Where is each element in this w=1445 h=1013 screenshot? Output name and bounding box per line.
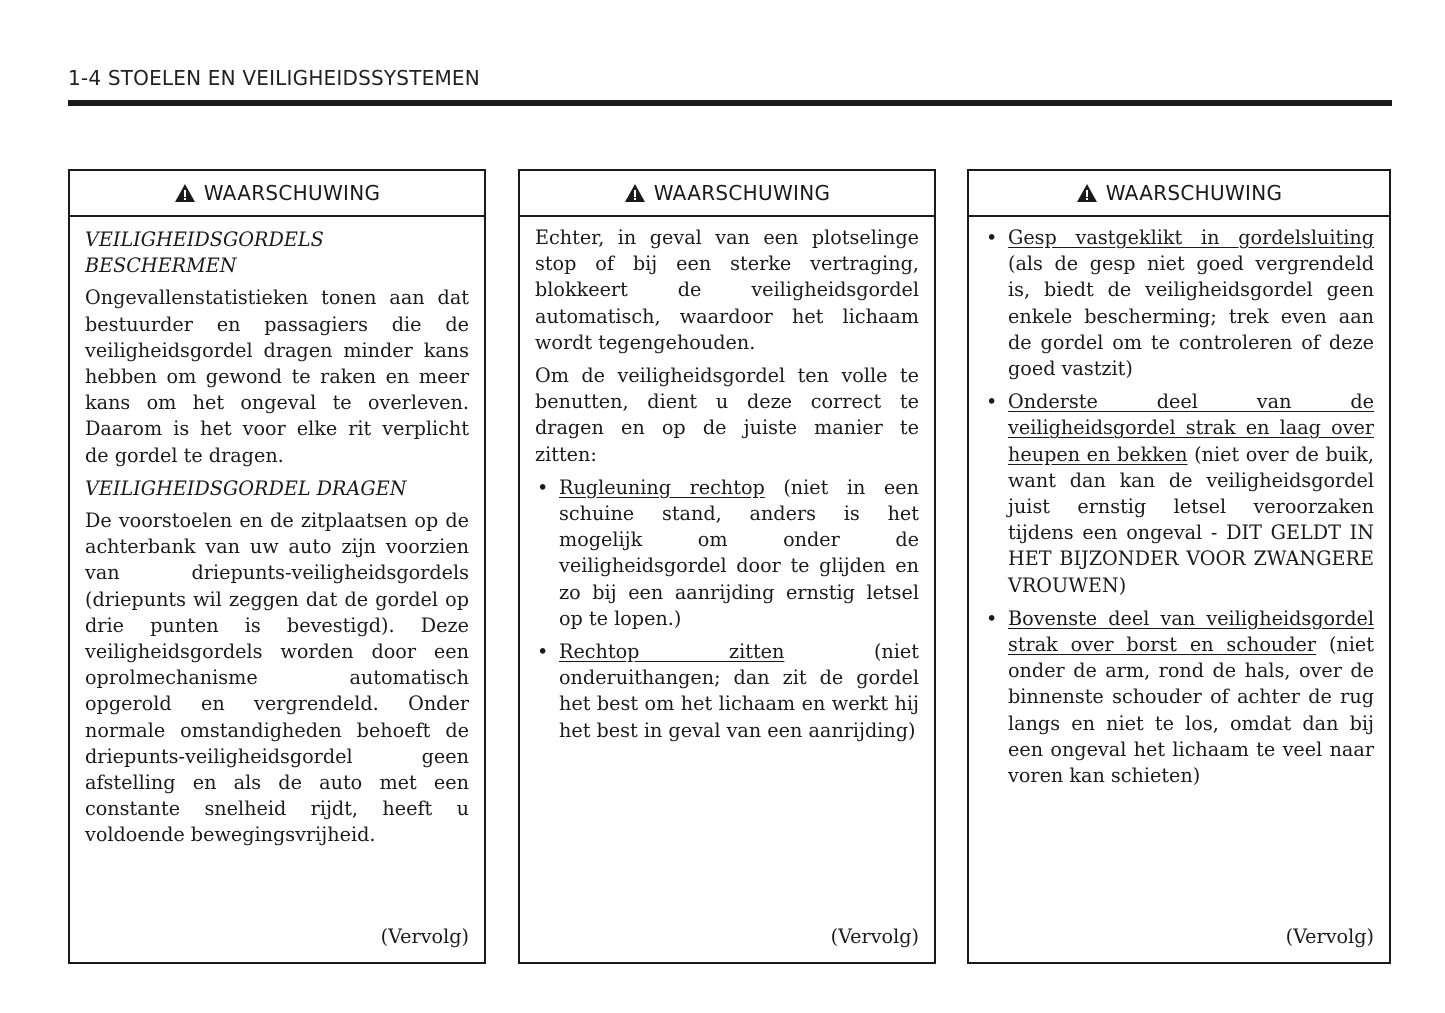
- continued-label: (Vervolg): [380, 925, 469, 948]
- page-header-title: 1-4 STOELEN EN VEILIGHEIDSSYSTEMEN: [68, 66, 480, 90]
- paragraph: Echter, in geval van een plotselinge stop of bij een sterke vertraging, blokkeert de veiligheidsgordel automatisch, waardoor het lichaam wordt tegengehouden.: [535, 226, 919, 354]
- warning-box-1: [68, 169, 486, 964]
- warning-box-2: [518, 169, 936, 964]
- bullet-text: (niet onder de arm, rond de hals, over de binnenste schouder of achter de rug langs en niet te los, omdat dan bij een ongeval het lichaam te veel naar voren kan schieten): [1008, 633, 1374, 788]
- section-heading: VEILIGHEIDSGORDELS BESCHERMEN: [85, 228, 324, 278]
- warning-box-title: WAARSCHUWING: [1105, 181, 1283, 205]
- warning-box-3: [967, 169, 1391, 964]
- bullet-list: [984, 225, 1374, 789]
- bullet-item: [984, 225, 1374, 382]
- bullet-item: [535, 639, 919, 744]
- warning-box-header: [520, 171, 934, 217]
- bullet-item: [984, 389, 1374, 599]
- warning-box-title: WAARSCHUWING: [653, 181, 831, 205]
- paragraph: Om de veiligheidsgordel ten volle te benutten, dient u deze correct te dragen en op de juiste manier te zitten:: [535, 364, 919, 466]
- continued-label: (Vervolg): [1285, 925, 1374, 948]
- bullet-text: (niet onderuithangen; dan zit de gordel het best om het lichaam en werkt hij het best in geval van een aanrijding): [559, 640, 919, 742]
- section-heading: VEILIGHEIDSGORDEL DRAGEN: [85, 476, 407, 500]
- warning-box-body: [969, 217, 1389, 789]
- continued-label: (Vervolg): [830, 925, 919, 948]
- bullet-lead: Rugleuning rechtop: [559, 475, 765, 499]
- header-rule: [68, 100, 1392, 106]
- bullet-text: (als de gesp niet goed vergrendeld is, biedt de veiligheidsgordel geen enkele bescherming; trek even aan de gordel om te controleren of deze goed vastzit): [1008, 252, 1374, 381]
- bullet-item: [535, 475, 919, 632]
- warning-triangle-icon: [1076, 183, 1098, 203]
- warning-box-header: [70, 171, 484, 217]
- bullet-lead: Bovenste deel van veiligheidsgordel strak over borst en schouder: [1008, 606, 1374, 657]
- warning-triangle-icon: [174, 183, 196, 203]
- paragraph: Ongevallenstatistieken tonen aan dat bestuurder en passagiers die de veiligheidsgordel dragen minder kans hebben om gewond te raken en meer kans om het ongeval te overleven. Daarom is het voor elke rit verplicht de gordel te dragen.: [85, 286, 469, 467]
- paragraph: De voorstoelen en de zitplaatsen op de achterbank van uw auto zijn voorzien van driepunts-veiligheidsgordels (driepunts wil zeggen dat de gordel op drie punten is bevestigd). Deze veiligheidsgordels worden door een oprolmechanisme automatisch opgerold en vergrendeld. Onder normale omstandigheden behoeft de driepunts-veiligheidsgordel geen afstelling en als de auto met een constante snelheid rijdt, heeft u voldoende bewegingsvrijheid.: [85, 509, 469, 847]
- bullet-text: (niet over de buik, want dan kan de veiligheidsgordel juist ernstig letsel veroorzaken tijdens een ongeval - DIT GELDT IN HET BIJZONDER VOOR ZWANGERE VROUWEN): [1008, 442, 1374, 597]
- bullet-text: (niet in een schuine stand, anders is het mogelijk om onder de veiligheidsgordel door te glijden en zo bij een aanrijding ernstig letsel op te lopen.): [559, 475, 919, 630]
- warning-triangle-icon: [624, 183, 646, 203]
- warning-box-body: [520, 217, 934, 744]
- bullet-lead: Rechtop zitten: [559, 640, 785, 664]
- warning-box-header: [969, 171, 1389, 217]
- warning-box-title: WAARSCHUWING: [203, 181, 381, 205]
- bullet-lead: Onderste deel van de veiligheidsgordel strak en laag over heupen en bekken: [1008, 390, 1374, 466]
- bullet-item: [984, 606, 1374, 789]
- warning-box-body: [70, 217, 484, 849]
- bullet-lead: Gesp vastgeklikt in gordelsluiting: [1008, 226, 1374, 249]
- bullet-list: [535, 475, 919, 744]
